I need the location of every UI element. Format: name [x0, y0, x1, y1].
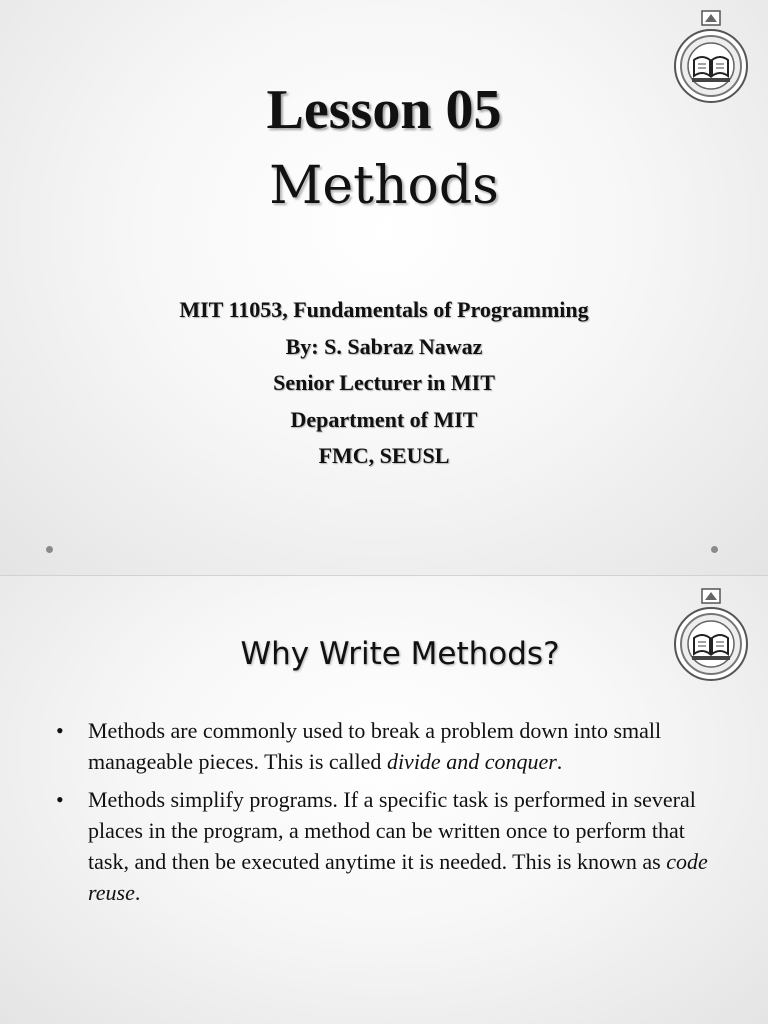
bullet-marker: • — [56, 718, 64, 743]
list-item — [56, 715, 716, 777]
course-info — [0, 292, 768, 475]
bullet-marker: • — [56, 787, 64, 812]
list-item — [56, 784, 716, 908]
bullet-emphasis: code reuse — [88, 849, 708, 905]
lecturer-position: Senior Lecturer in MIT — [273, 370, 495, 395]
department: Department of MIT — [290, 406, 478, 432]
bullet-emphasis: divide and conquer — [386, 749, 557, 774]
bullet-list — [56, 715, 716, 915]
lesson-title: Lesson 05 — [266, 79, 502, 141]
lecturer-name: By: S. Sabraz Nawaz — [285, 333, 483, 359]
course-name: MIT 11053, Fundamentals of Programming — [179, 297, 589, 322]
bullet-text: Methods are commonly used to break a problem down into small manageable pieces. This is called — [88, 718, 662, 774]
bullet-text: Methods simplify programs. If a specific task is performed in several places in the program, a method can be written once to perform that task, and then be executed anytime it is needed. This is known as — [88, 787, 696, 874]
decorative-dot — [711, 546, 718, 553]
bullet-text-end: . — [134, 880, 141, 905]
slide-heading: Why Write Methods? — [240, 636, 560, 672]
faculty: FMC, SEUSL — [318, 443, 450, 468]
decorative-dot — [46, 546, 53, 553]
lesson-subtitle: Methods — [269, 156, 499, 216]
slide-why-methods — [0, 576, 768, 1024]
bullet-text-end: . — [556, 749, 563, 774]
